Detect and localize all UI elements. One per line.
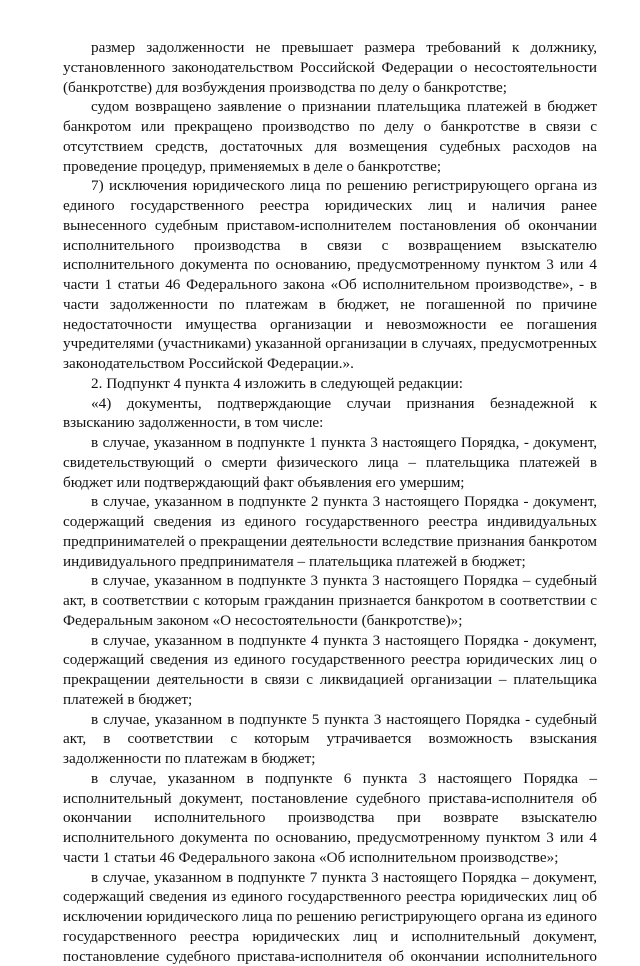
paragraph-8: в случае, указанном в подпункте 3 пункта 3 настоящего Порядка – судебный акт, в соответствии с которым гражданин признается банкротом в соответствии с Федеральным законом «О несостоятельности (банкротстве)»; <box>63 571 597 630</box>
paragraph-7: в случае, указанном в подпункте 2 пункта 3 настоящего Порядка - документ, содержащий сведения из единого государственного реестра индивидуальных предпринимателей о прекращении деятельности вследствие признания банкротом индивидуального предпринимателя – плательщика платежей в бюджет; <box>63 492 597 571</box>
paragraph-6: в случае, указанном в подпункте 1 пункта 3 настоящего Порядка, - документ, свидетельствующий о смерти физического лица – плательщика платежей в бюджет или подтверждающий факт объявления его умершим; <box>63 433 597 492</box>
paragraph-1: размер задолженности не превышает размера требований к должнику, установленного законодательством Российской Федерации о несостоятельности (банкротстве) для возбуждения производства по делу о банкротстве; <box>63 38 597 97</box>
paragraph-3: 7) исключения юридического лица по решению регистрирующего органа из единого государственного реестра юридических лиц и наличия ранее вынесенного судебным приставом-исполнителем постановления об окончании исполнительного производства в связи с возвращением взыскателю исполнительного документа по основанию, предусмотренному пунктом 3 или 4 части 1 статьи 46 Федерального закона «Об исполнительном производстве», - в части задолженности по платежам в бюджет, не погашенной по причине недостаточности имущества организации и невозможности ее погашения учредителями (участниками) указанной организации в случаях, предусмотренных законодательством Российской Федерации.». <box>63 176 597 374</box>
paragraph-4: 2. Подпункт 4 пункта 4 изложить в следующей редакции: <box>63 374 597 394</box>
paragraph-10: в случае, указанном в подпункте 5 пункта 3 настоящего Порядка - судебный акт, в соответствии с которым утрачивается возможность взыскания задолженности по платежам в бюджет; <box>63 710 597 769</box>
paragraph-12: в случае, указанном в подпункте 7 пункта 3 настоящего Порядка – документ, содержащий сведения из единого государственного реестра юридических лиц об исключении юридического лица по решению регистрирующего органа из единого государственного реестра юридических лиц и исполнительный документ, постановление судебного пристава-исполнителя об окончании исполнительного <box>63 868 597 966</box>
paragraph-5: «4) документы, подтверждающие случаи признания безнадежной к взысканию задолженности, в том числе: <box>63 394 597 434</box>
paragraph-2: судом возвращено заявление о признании плательщика платежей в бюджет банкротом или прекращено производство по делу о банкротстве в связи с отсутствием средств, достаточных для возмещения судебных расходов на проведение процедур, применяемых в деле о банкротстве; <box>63 97 597 176</box>
paragraph-11: в случае, указанном в подпункте 6 пункта 3 настоящего Порядка – исполнительный документ, постановление судебного пристава-исполнителя об окончании исполнительного производства при возврате взыскателю исполнительного документа по основанию, предусмотренному пунктом 3 или 4 части 1 статьи 46 Федерального закона «Об исполнительном производстве»; <box>63 769 597 868</box>
document-page <box>63 38 597 966</box>
paragraph-9: в случае, указанном в подпункте 4 пункта 3 настоящего Порядка - документ, содержащий сведения из единого государственного реестра юридических лиц о прекращении деятельности в связи с ликвидацией организации – плательщика платежей в бюджет; <box>63 631 597 710</box>
